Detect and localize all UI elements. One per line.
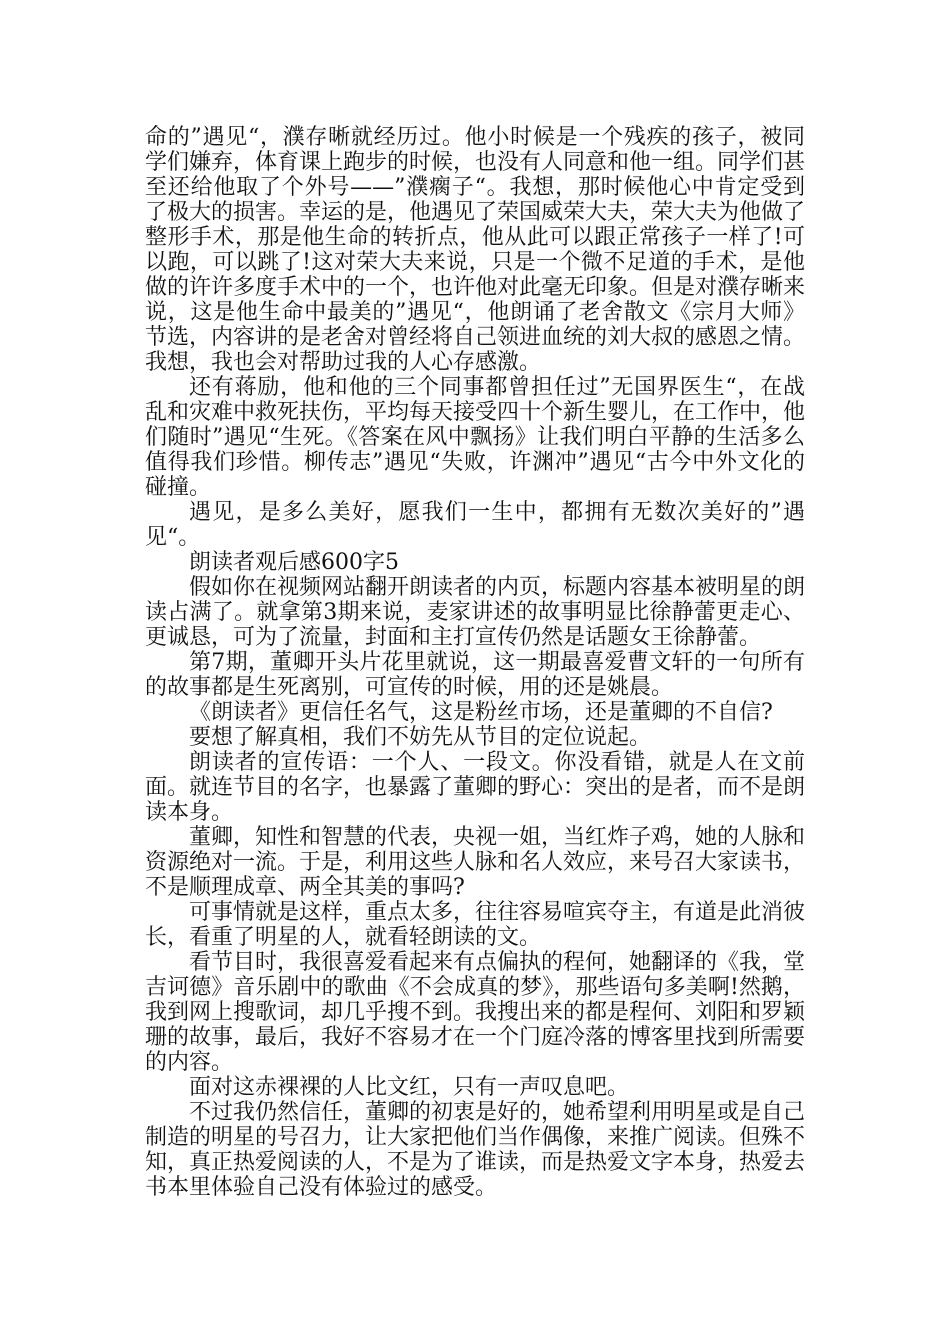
paragraph-11: 可事情就是这样，重点太多，往往容易喧宾夺主，有道是此消彼长，看重了明星的人，就看轻朗读的文。: [145, 900, 806, 950]
paragraph-8: 要想了解真相，我们不妨先从节目的定位说起。: [189, 725, 652, 750]
paragraph-9: 朗读者的宣传语：一个人、一段文。你没看错，就是人在文前面。就连节目的名字，也暴露了董卿的野心：突出的是者，而不是朗读本身。: [145, 750, 806, 825]
paragraph-10: 董卿，知性和智慧的代表，央视一姐，当红炸子鸡，她的人脉和资源绝对一流。于是，利用这些人脉和名人效应，来号召大家读书，不是顺理成章、两全其美的事吗?: [145, 825, 806, 900]
paragraph-7: 《朗读者》更信任名气，这是粉丝市场，还是董卿的不自信?: [189, 700, 773, 725]
document-page: [145, 125, 805, 1200]
section-heading: 朗读者观后感600字5: [189, 550, 399, 575]
paragraph-14: 不过我仍然信任，董卿的初衷是好的，她希望利用明星或是自己制造的明星的号召力，让大家把他们当作偶像，来推广阅读。但殊不知，真正热爱阅读的人，不是为了谁读，而是热爱文字本身，热爱去书本里体验自己没有体验过的感受。: [145, 1100, 806, 1200]
paragraph-2: 还有蒋励，他和他的三个同事都曾担任过”无国界医生“，在战乱和灾难中救死扶伤，平均每天接受四十个新生婴儿，在工作中，他们随时”遇见“生死。《答案在风中飘扬》让我们明白平静的生活多么值得我们珍惜。柳传志”遇见“失败，许渊冲”遇见“古今中外文化的碰撞。: [145, 375, 806, 500]
paragraph-1: 命的”遇见“，濮存晰就经历过。他小时候是一个残疾的孩子，被同学们嫌弃，体育课上跑步的时候，也没有人同意和他一组。同学们甚至还给他取了个外号——”濮瘸子“。我想，那时候他心中肯定受到了极大的损害。幸运的是，他遇见了荣国威荣大夫，荣大夫为他做了整形手术，那是他生命的转折点，他从此可以跟正常孩子一样了!可以跑，可以跳了!这对荣大夫来说，只是一个微不足道的手术，是他做的许许多度手术中的一个，也许他对此毫无印象。但是对濮存晰来说，这是他生命中最美的”遇见“，他朗诵了老舍散文《宗月大师》节选，内容讲的是老舍对曾经将自己领进血统的刘大叔的感恩之情。我想，我也会对帮助过我的人心存感激。: [145, 125, 806, 375]
paragraph-5: 假如你在视频网站翻开朗读者的内页，标题内容基本被明星的朗读占满了。就拿第3期来说，麦家讲述的故事明显比徐静蕾更走心、更诚恳，可为了流量，封面和主打宣传仍然是话题女王徐静蕾。: [145, 575, 806, 650]
paragraph-3: 遇见，是多么美好，愿我们一生中，都拥有无数次美好的”遇见“。: [145, 500, 805, 550]
paragraph-13: 面对这赤裸裸的人比文红，只有一声叹息吧。: [189, 1075, 630, 1100]
paragraph-12: 看节目时，我很喜爱看起来有点偏执的程何，她翻译的《我，堂吉诃德》音乐剧中的歌曲《不会成真的梦》，那些语句多美啊!然鹅，我到网上搜歌词，却几乎搜不到。我搜出来的都是程何、刘阳和罗颖珊的故事，最后，我好不容易才在一个门庭冷落的博客里找到所需要的内容。: [145, 950, 806, 1075]
paragraph-6: 第7期，董卿开头片花里就说，这一期最喜爱曹文轩的一句所有的故事都是生死离别，可宣传的时候，用的还是姚晨。: [145, 650, 805, 700]
